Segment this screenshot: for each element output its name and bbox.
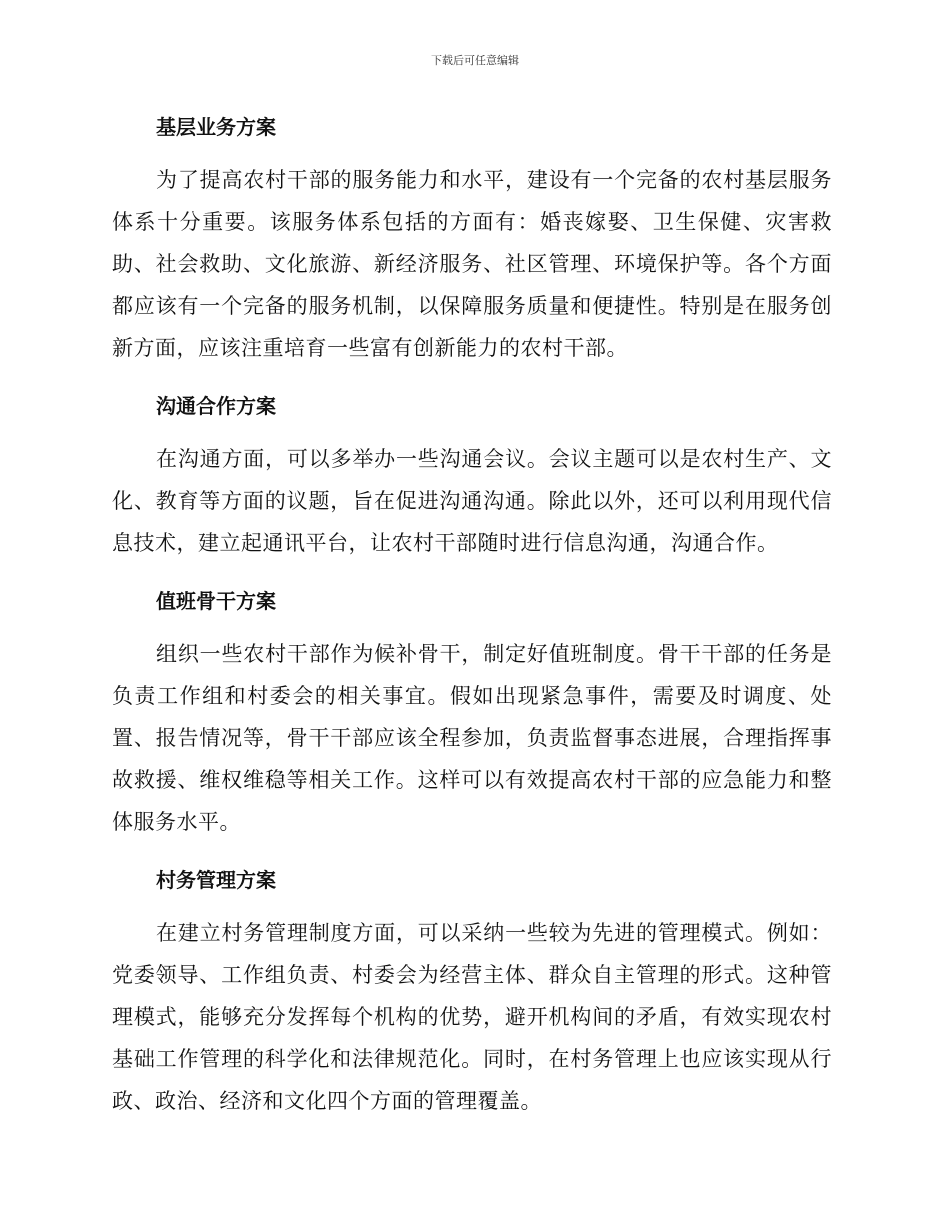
section-heading: 沟通合作方案 (156, 394, 276, 418)
section-heading: 基层业务方案 (156, 115, 276, 139)
section-paragraph: 在建立村务管理制度方面，可以采纳一些较为先进的管理模式。例如：党委领导、工作组负责、村委会为经营主体、群众自主管理的形式。这种管理模式，能够充分发挥每个机构的优势，避开机构间的矛盾，有效实现农村基础工作管理的科学化和法律规范化。同时，在村务管理上也应该实现从行政、政治、经济和文化四个方面的管理覆盖。 (112, 921, 832, 1113)
section-grassroots-business (112, 106, 832, 369)
page-header: 下载后可任意编辑 (431, 54, 519, 67)
section-communication-cooperation (112, 385, 832, 564)
section-paragraph: 组织一些农村干部作为候补骨干，制定好值班制度。骨干干部的任务是负责工作组和村委会的相关事宜。假如出现紧急事件，需要及时调度、处置、报告情况等，骨干干部应该全程参加，负责监督事态进展，合理指挥事故救援、维权维稳等相关工作。这样可以有效提高农村干部的应急能力和整体服务水平。 (112, 642, 832, 834)
section-heading: 值班骨干方案 (156, 589, 276, 613)
document-content (112, 106, 832, 1138)
section-paragraph: 为了提高农村干部的服务能力和水平，建设有一个完备的农村基层服务体系十分重要。该服务体系包括的方面有：婚丧嫁娶、卫生保健、灾害救助、社会救助、文化旅游、新经济服务、社区管理、环境保护等。各个方面都应该有一个完备的服务机制，以保障服务质量和便捷性。特别是在服务创新方面，应该注重培育一些富有创新能力的农村干部。 (112, 168, 832, 360)
section-heading: 村务管理方案 (156, 868, 276, 892)
section-paragraph: 在沟通方面，可以多举办一些沟通会议。会议主题可以是农村生产、文化、教育等方面的议题，旨在促进沟通沟通。除此以外，还可以利用现代信息技术，建立起通讯平台，让农村干部随时进行信息沟通，沟通合作。 (112, 447, 832, 555)
section-duty-backbone (112, 580, 832, 843)
section-village-affairs (112, 859, 832, 1122)
